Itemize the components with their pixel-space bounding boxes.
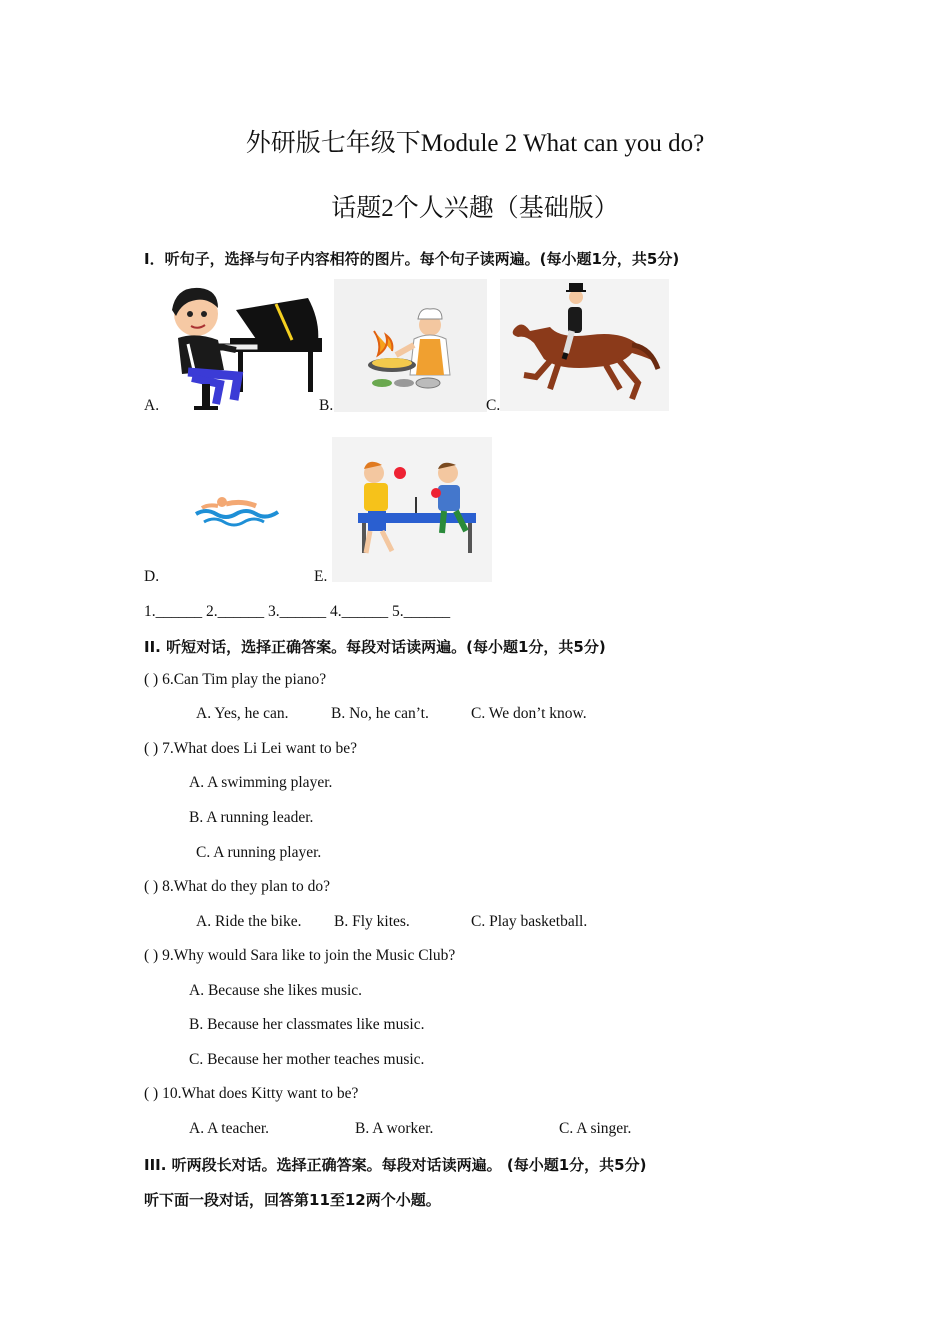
piano-player-icon (158, 280, 322, 412)
swimmer-icon (192, 490, 282, 530)
question-8-option-c: C. Play basketball. (471, 913, 588, 930)
question-7-option-b: B. A running leader. (189, 809, 314, 826)
section3-instruction: 听下面一段对话，回答第11至12两个小题。 (144, 1191, 441, 1209)
question-9-option-c: C. Because her mother teaches music. (189, 1051, 425, 1068)
picture-e-label: E. (314, 568, 328, 585)
question-6-option-b: B. No, he can’t. (331, 705, 429, 722)
question-8-option-a: A. Ride the bike. (196, 913, 302, 930)
horse-rider-icon (500, 279, 669, 411)
section2-heading: II. 听短对话，选择正确答案。每段对话读两遍。(每小题1分，共5分) (144, 638, 606, 656)
question-6-stem: ( ) 6.Can Tim play the piano? (144, 671, 327, 688)
question-10-option-c: C. A singer. (559, 1120, 632, 1137)
section3-heading: III. 听两段长对话。选择正确答案。每段对话读两遍。 (每小题1分，共5分) (144, 1156, 647, 1174)
question-10-option-a: A. A teacher. (189, 1120, 270, 1137)
question-9-option-a: A. Because she likes music. (189, 982, 363, 999)
question-8-stem: ( ) 8.What do they plan to do? (144, 878, 330, 895)
picture-c-label: C. (486, 397, 501, 414)
question-10-option-b: B. A worker. (355, 1120, 434, 1137)
picture-d-label: D. (144, 568, 160, 585)
question-10-stem: ( ) 10.What does Kitty want to be? (144, 1085, 359, 1102)
question-7-option-c: C. A running player. (196, 844, 322, 861)
section1-heading: I．听句子，选择与句子内容相符的图片。每个句子读两遍。(每小题1分，共5分) (144, 250, 680, 268)
chef-cooking-icon (334, 279, 487, 412)
table-tennis-icon (332, 437, 492, 582)
picture-b-label: B. (319, 397, 334, 414)
answer-line[interactable]: 1.______ 2.______ 3.______ 4.______ 5.______ (144, 603, 451, 620)
picture-a-label: A. (144, 397, 160, 414)
question-7-stem: ( ) 7.What does Li Lei want to be? (144, 740, 358, 757)
question-9-stem: ( ) 9.Why would Sara like to join the Music Club? (144, 947, 456, 964)
question-7-option-a: A. A swimming player. (189, 774, 333, 791)
document-title: 外研版七年级下Module 2 What can you do? (245, 130, 705, 157)
question-9-option-b: B. Because her classmates like music. (189, 1016, 425, 1033)
document-subtitle: 话题2个人兴趣（基础版） (331, 195, 619, 222)
question-6-option-c: C. We don’t know. (471, 705, 587, 722)
question-6-option-a: A. Yes, he can. (196, 705, 289, 722)
question-8-option-b: B. Fly kites. (334, 913, 410, 930)
